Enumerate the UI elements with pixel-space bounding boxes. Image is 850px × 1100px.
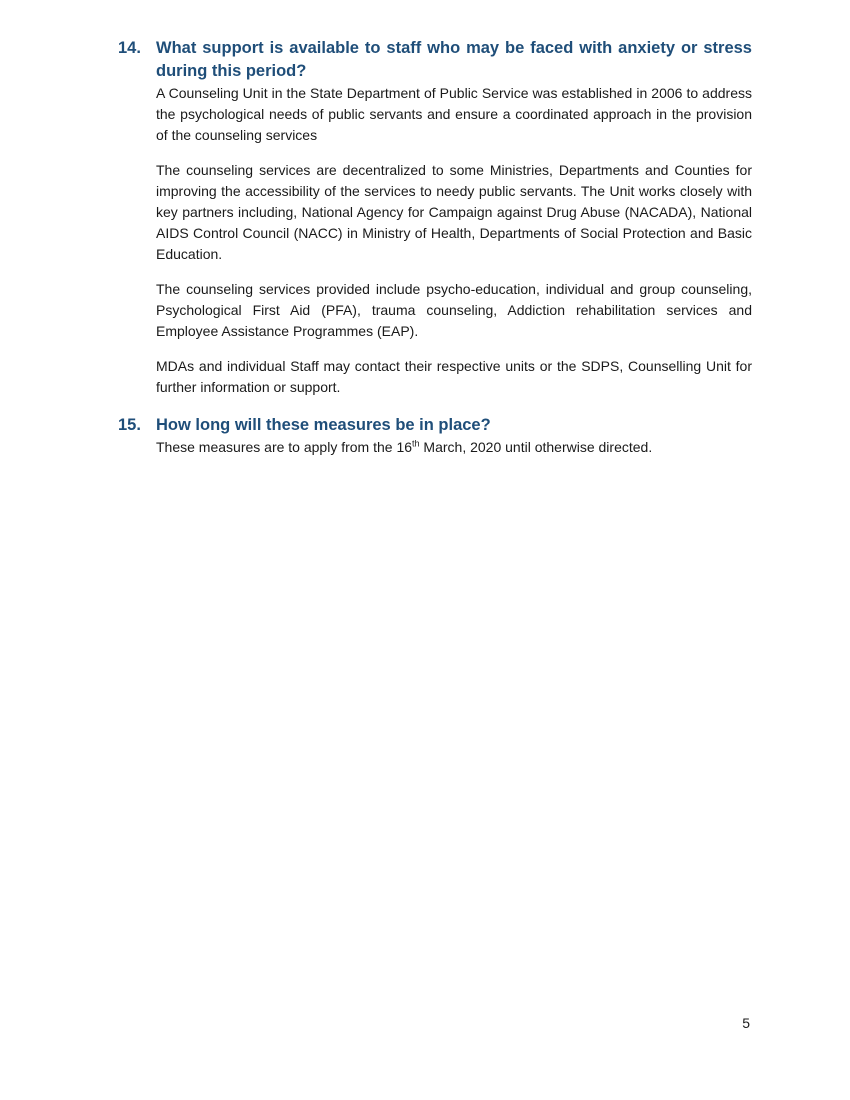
answer-text-start: These measures are to apply from the 16 <box>156 439 413 455</box>
answer-text-end: March, 2020 until otherwise directed. <box>419 439 653 455</box>
answer-body <box>156 437 752 458</box>
question-title: What support is available to staff who may be faced with anxiety or stress during this period? <box>156 39 752 80</box>
answer-paragraph: The counseling services are decentralized to some Ministries, Departments and Counties for improving the accessibility of the services to needy public servants. The Unit works closely with key partners including, National Agency for Campaign against Drug Abuse (NACADA), National AIDS Control Council (NACC) in Ministry of Health, Departments of Social Protection and Basic Education. <box>156 162 752 262</box>
question-heading <box>118 37 752 83</box>
ordinal-suffix: th <box>412 438 420 449</box>
answer-paragraph <box>156 437 752 458</box>
answer-paragraph: A Counseling Unit in the State Department of Public Service was established in 2006 to address the psychological needs of public servants and ensure a coordinated approach in the provision of the counseling services <box>156 85 752 143</box>
answer-body <box>156 83 752 398</box>
answer-paragraph: MDAs and individual Staff may contact their respective units or the SDPS, Counselling Unit for further information or support. <box>156 358 752 395</box>
page-number: 5 <box>742 1015 750 1031</box>
faq-question-14 <box>118 37 752 398</box>
question-title: How long will these measures be in place? <box>156 416 491 434</box>
question-heading <box>118 414 752 437</box>
answer-paragraph: The counseling services provided include psycho-education, individual and group counseling, Psychological First Aid (PFA), trauma counseling, Addiction rehabilitation services and Employee Assistance Programmes (EAP). <box>156 281 752 339</box>
faq-question-15 <box>118 414 752 458</box>
question-number: 15. <box>118 416 141 434</box>
question-number: 14. <box>118 39 141 57</box>
